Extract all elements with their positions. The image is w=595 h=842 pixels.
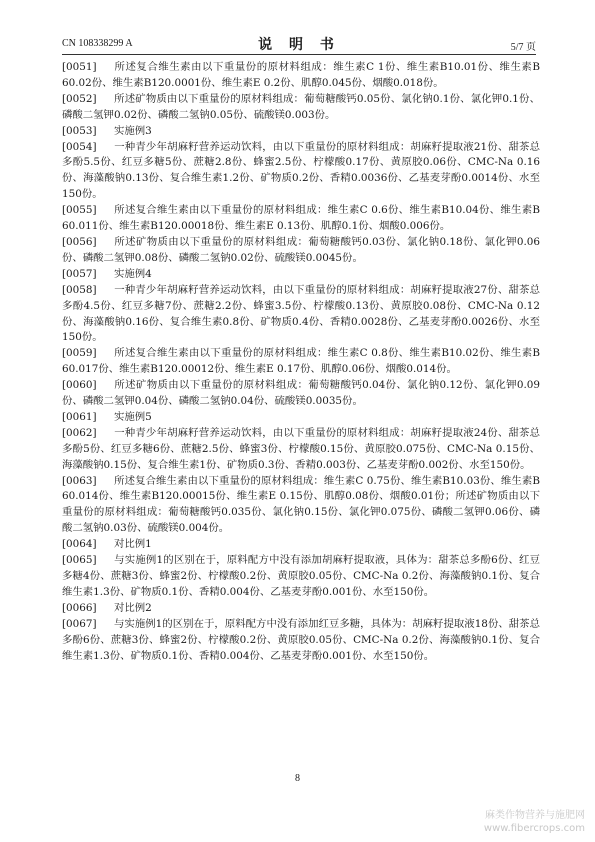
paragraph — [62, 537, 540, 553]
paragraph — [62, 346, 540, 378]
paragraph-text: 所述复合维生素由以下重量份的原材料组成：维生素C 0.75份、维生素B10.03份、维生素B 60.014份、维生素B120.00015份、维生素E 0.15份、肌醇0.08份、烟酸0.01份；所述矿物质由以下重量份的原材料组成：葡萄糖酸钙0.035份、氯化钠0.15份、氯化钾0.075份、磷酸二氢钾0.06份、磷酸二氢钠0.03份、硫酸镁0.004份。 — [62, 474, 540, 535]
paragraph-number: [0052] — [62, 92, 97, 105]
paragraph-number: [0054] — [62, 140, 97, 153]
paragraph-text: 对比例2 — [114, 601, 152, 614]
paragraph-text: 一种青少年胡麻籽营养运动饮料，由以下重量份的原材料组成：胡麻籽提取液21份、甜茶总多酚5.5份、红豆多糖5份、蔗糖2.8份、蜂蜜2.5份、柠檬酸0.17份、黄原胶0.06份、CMC-Na 0.16份、海藻酸钠0.13份、复合维生素1.2份、矿物质0.2份、香精0.0036份、乙基麦芽酚0.0014份、水至150份。 — [62, 140, 540, 201]
patent-number: CN 108338299 A — [62, 38, 133, 49]
paragraph — [62, 474, 540, 538]
page-header — [62, 30, 536, 55]
paragraph — [62, 92, 540, 124]
paragraph — [62, 601, 540, 617]
paragraph-number: [0058] — [62, 283, 97, 296]
paragraph-number: [0061] — [62, 410, 97, 423]
paragraph-number: [0059] — [62, 347, 97, 360]
paragraph-text: 所述复合维生素由以下重量份的原材料组成：维生素C 1份、维生素B10.01份、维生素B 60.02份、维生素B120.0001份、维生素E 0.2份、肌醇0.045份、烟酸0.018份。 — [62, 61, 540, 89]
paragraph-text: 所述复合维生素由以下重量份的原材料组成：维生素C 0.8份、维生素B10.02份、维生素B 60.017份、维生素B120.00012份、维生素E 0.17份、肌醇0.06份、烟酸0.014份。 — [62, 347, 540, 376]
paragraph-text: 实施例4 — [114, 267, 152, 280]
page-reference: 5/7 页 — [510, 42, 536, 53]
paragraph-text: 所述矿物质由以下重量份的原材料组成：葡萄糖酸钙0.04份、氯化钠0.12份、氯化钾0.09份、磷酸二氢钾0.04份、磷酸二氢钠0.04份、硫酸镁0.0035份。 — [62, 379, 540, 408]
paragraph-text: 实施例3 — [114, 124, 152, 137]
paragraph-number: [0053] — [62, 124, 97, 137]
paragraph — [62, 140, 540, 204]
paragraph — [62, 283, 540, 347]
paragraph-number: [0051] — [62, 61, 97, 73]
paragraph — [62, 267, 540, 283]
watermark-url: www.fibercrops.com — [483, 823, 585, 834]
paragraph-text: 与实施例1的区别在于，原料配方中没有添加胡麻籽提取液，具体为：甜茶总多酚6份、红豆多糖4份、蔗糖3份、蜂蜜2份、柠檬酸0.2份、黄原胶0.05份、CMC-Na 0.2份、海藻酸钠0.1份、复合维生素1.3份、矿物质0.1份、香精0.004份、乙基麦芽酚0.001份、水至150份。 — [62, 554, 540, 598]
paragraph — [62, 410, 540, 426]
paragraph — [62, 235, 540, 267]
paragraph-number: [0063] — [62, 474, 97, 487]
paragraph-text: 对比例1 — [114, 538, 152, 551]
paragraph — [62, 203, 540, 235]
paragraph-text: 与实施例1的区别在于，原料配方中没有添加红豆多糖，具体为：胡麻籽提取液18份、甜茶总多酚6份、蔗糖3份、蜂蜜2份、柠檬酸0.2份、黄原胶0.05份、CMC-Na 0.2份、海藻酸钠0.1份、复合维生素1.3份、矿物质0.1份、香精0.004份、乙基麦芽酚0.001份、水至150份。 — [62, 617, 540, 662]
page-number: 8 — [295, 773, 300, 784]
paragraph — [62, 60, 540, 92]
paragraph-text: 所述矿物质由以下重量份的原材料组成：葡萄糖酸钙0.03份、氯化钠0.18份、氯化钾0.06份、磷酸二氢钾0.08份、磷酸二氢钠0.02份、硫酸镁0.0045份。 — [62, 235, 540, 264]
paragraph-number: [0067] — [62, 617, 97, 630]
watermark — [484, 809, 585, 835]
paragraph-number: [0056] — [62, 235, 97, 248]
paragraph — [62, 378, 540, 410]
paragraph — [62, 124, 540, 140]
paragraph-number: [0066] — [62, 601, 97, 614]
paragraph-number: [0057] — [62, 267, 97, 280]
paragraph-number: [0062] — [62, 426, 97, 439]
paragraph-number: [0064] — [62, 538, 97, 551]
paragraph-text: 一种青少年胡麻籽营养运动饮料，由以下重量份的原材料组成：胡麻籽提取液27份、甜茶总多酚4.5份、红豆多糖7份、蔗糖2.2份、蜂蜜3.5份、柠檬酸0.13份、黄原胶0.08份、CMC-Na 0.12份、海藻酸钠0.16份、复合维生素0.8份、矿物质0.4份、香精0.0028份、乙基麦芽酚0.0026份、水至150份。 — [62, 283, 540, 344]
paragraph-text: 所述复合维生素由以下重量份的原材料组成：维生素C 0.6份、维生素B10.04份、维生素B 60.011份、维生素B120.00018份、维生素E 0.13份、肌醇0.1份、烟酸0.006份。 — [62, 204, 540, 233]
document-title: 说 明 书 — [258, 37, 340, 53]
watermark-site-name: 麻类作物营养与施肥网 — [485, 810, 585, 821]
paragraph-number: [0065] — [62, 554, 97, 567]
paragraph-number: [0055] — [62, 204, 97, 217]
paragraph — [62, 426, 540, 474]
document-body — [62, 60, 540, 664]
paragraph-text: 实施例5 — [114, 410, 152, 423]
paragraph-text: 所述矿物质由以下重量份的原材料组成：葡萄糖酸钙0.05份、氯化钠0.1份、氯化钾0.1份、磷酸二氢钾0.02份、磷酸二氢钠0.05份、硫酸镁0.003份。 — [62, 92, 540, 121]
paragraph-text: 一种青少年胡麻籽营养运动饮料，由以下重量份的原材料组成：胡麻籽提取液24份、甜茶总多酚5份、红豆多糖6份、蔗糖2.5份、蜂蜜3份、柠檬酸0.15份、黄原胶0.075份、CMC-Na 0.15份、海藻酸钠0.15份、复合维生素1份、矿物质0.3份、香精0.003份、乙基麦芽酚0.002份、水至150份。 — [62, 426, 540, 471]
paragraph — [62, 553, 540, 601]
paragraph-number: [0060] — [62, 379, 97, 392]
paragraph — [62, 617, 540, 665]
